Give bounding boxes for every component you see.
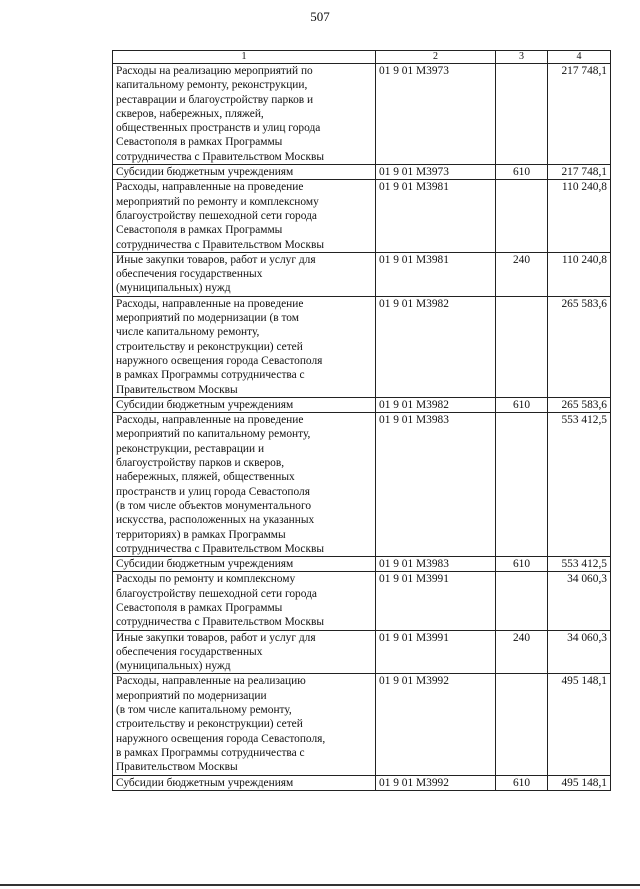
row-expense-type: 610	[496, 165, 548, 180]
row-expense-type: 610	[496, 397, 548, 412]
budget-table	[112, 50, 611, 791]
table-row	[113, 557, 611, 572]
table-row	[113, 630, 611, 674]
table-row	[113, 413, 611, 557]
row-expense-type: 610	[496, 557, 548, 572]
page-number: 507	[310, 9, 330, 24]
row-code: 01 9 01 М3991	[376, 572, 496, 630]
row-description: Иные закупки товаров, работ и услуг для обеспечения государственных (муниципальных) нужд	[113, 252, 376, 296]
row-expense-type	[496, 674, 548, 775]
header-col-4: 4	[548, 51, 611, 64]
row-description: Расходы, направленные на проведение мероприятий по капитальному ремонту, реконструкции, реставрации и благоустройству парков и скверов, набережных, пляжей, общественных пространств и улиц города Севастополя (в том числе объектов монументального искусства, расположенных на указанных территориях) в рамках Программы сотрудничества с Правительством Москвы	[113, 413, 376, 557]
header-col-3: 3	[496, 51, 548, 64]
row-description: Расходы на реализацию мероприятий по капитальному ремонту, реконструкции, реставрации и благоустройству парков и скверов, набережных, пляжей, общественных пространств и улиц города Севастополя в рамках Программы сотрудничества с Правительством Москвы	[113, 64, 376, 165]
row-amount: 495 148,1	[548, 775, 611, 790]
row-code: 01 9 01 М3982	[376, 296, 496, 397]
row-description: Расходы, направленные на реализацию мероприятий по модернизации (в том числе капитальному ремонту, строительству и реконструкции) сетей наружного освещения города Севастополя, в рамках Программы сотрудничества с Правительством Москвы	[113, 674, 376, 775]
row-amount: 553 412,5	[548, 413, 611, 557]
table-row	[113, 397, 611, 412]
row-amount: 265 583,6	[548, 296, 611, 397]
row-expense-type: 240	[496, 630, 548, 674]
row-code: 01 9 01 М3981	[376, 180, 496, 252]
row-amount: 34 060,3	[548, 630, 611, 674]
row-description: Субсидии бюджетным учреждениям	[113, 397, 376, 412]
row-expense-type: 240	[496, 252, 548, 296]
row-code: 01 9 01 М3992	[376, 775, 496, 790]
row-amount: 110 240,8	[548, 180, 611, 252]
row-expense-type	[496, 296, 548, 397]
table-row	[113, 165, 611, 180]
row-amount: 553 412,5	[548, 557, 611, 572]
row-code: 01 9 01 М3982	[376, 397, 496, 412]
row-expense-type	[496, 64, 548, 165]
table-row	[113, 674, 611, 775]
row-description: Расходы, направленные на проведение мероприятий по ремонту и комплексному благоустройству пешеходной сети города Севастополя в рамках Программы сотрудничества с Правительством Москвы	[113, 180, 376, 252]
table-row	[113, 64, 611, 165]
row-description: Субсидии бюджетным учреждениям	[113, 557, 376, 572]
row-code: 01 9 01 М3981	[376, 252, 496, 296]
row-code: 01 9 01 М3973	[376, 165, 496, 180]
row-description: Расходы, направленные на проведение мероприятий по модернизации (в том числе капитальному ремонту, строительству и реконструкции) сетей наружного освещения города Севастополя в рамках Программы сотрудничества с Правительством Москвы	[113, 296, 376, 397]
row-expense-type: 610	[496, 775, 548, 790]
table-row	[113, 572, 611, 630]
table-row	[113, 296, 611, 397]
table-row	[113, 775, 611, 790]
row-expense-type	[496, 180, 548, 252]
row-code: 01 9 01 М3992	[376, 674, 496, 775]
bottom-rule	[0, 884, 640, 886]
row-amount: 217 748,1	[548, 64, 611, 165]
row-code: 01 9 01 М3991	[376, 630, 496, 674]
row-expense-type	[496, 572, 548, 630]
table-header-row	[113, 51, 611, 64]
row-amount: 495 148,1	[548, 674, 611, 775]
row-code: 01 9 01 М3973	[376, 64, 496, 165]
table-row	[113, 180, 611, 252]
row-description: Расходы по ремонту и комплексному благоустройству пешеходной сети города Севастополя в рамках Программы сотрудничества с Правительством Москвы	[113, 572, 376, 630]
row-description: Субсидии бюджетным учреждениям	[113, 165, 376, 180]
row-amount: 110 240,8	[548, 252, 611, 296]
row-code: 01 9 01 М3983	[376, 557, 496, 572]
table-row	[113, 252, 611, 296]
header-col-1: 1	[113, 51, 376, 64]
row-amount: 217 748,1	[548, 165, 611, 180]
row-expense-type	[496, 413, 548, 557]
row-description: Субсидии бюджетным учреждениям	[113, 775, 376, 790]
row-code: 01 9 01 М3983	[376, 413, 496, 557]
row-amount: 265 583,6	[548, 397, 611, 412]
row-amount: 34 060,3	[548, 572, 611, 630]
header-col-2: 2	[376, 51, 496, 64]
row-description: Иные закупки товаров, работ и услуг для обеспечения государственных (муниципальных) нужд	[113, 630, 376, 674]
